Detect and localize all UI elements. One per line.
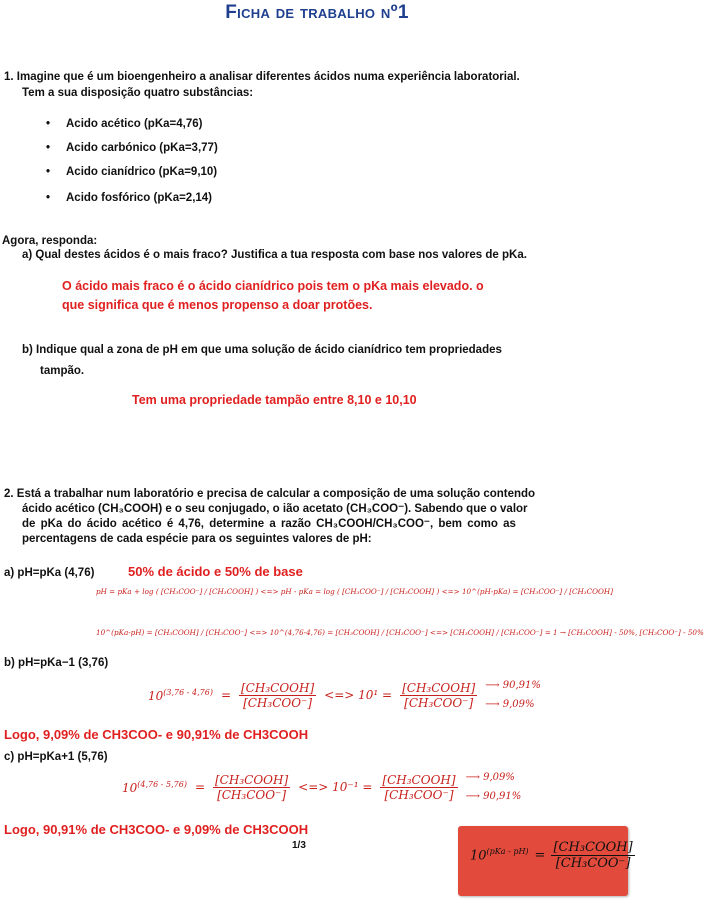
q1-intro-line1: 1. Imagine que é um bioengenheiro a analisar diferentes ácidos numa experiência laboratorial. [4, 71, 520, 83]
q1b-answer: Tem uma propriedade tampão entre 8,10 e 10,10 [132, 393, 417, 407]
q2a-work-line2: 10^(pKa-pH) = [CH₃COOH] / [CH₃COO⁻] <=> 10^(4,76-4,76) = [CH₃COOH] / [CH₃COO⁻] <=> [CH₃COOH] / [CH₃COO⁻] = 1 → [CH₃COOH] - 50%, [CH₃COO⁻] - 50% [96, 628, 704, 637]
page-title: Ficha de trabalho nº1 [225, 2, 409, 23]
q2c-work: 10$^{(4,76 - 5,76)}$ = $\frac{\text{[CH₃COOH]}}{\text{[CH₃COO⁻]}}$ <=> 10⁻¹ = $\frac{\text{[CH₃COOH]}}{\text{[CH₃COO⁻]}}$ ⟶ 9,09% ⟶ 90,91% [122, 772, 522, 802]
ratio-fraction: $\frac{\text{[CH₃COOH]}}{\text{[CH₃COO⁻]}}$ [215, 772, 289, 802]
ratio-fraction: $\frac{\text{[CH₃COOH]}}{\text{[CH₃COO⁻]}}$ [382, 772, 456, 802]
q1-prompt: Agora, responda: [2, 235, 98, 247]
q2a-label: a) pH=pKa (4,76) [4, 567, 95, 579]
acid-list-item: • Acido fosfórico (pKa=2,14) [66, 192, 212, 204]
q1a-answer-line2: que significa que é menos propenso a doar protões. [62, 298, 373, 312]
q1b-question-line1: b) Indique qual a zona de pH em que uma solução de ácido cianídrico tem propriedades [22, 344, 502, 356]
q2b-work: 10$^{(3,76 - 4,76)}$ = $\frac{\text{[CH₃COOH]}}{\text{[CH₃COO⁻]}}$ <=> 10¹ = $\frac{\text{[CH₃COOH]}}{\text{[CH₃COO⁻]}}$ ⟶ 90,91% ⟶ 9,09% [148, 680, 541, 710]
formula-note [458, 826, 633, 896]
acid-list-item: • Acido carbónico (pKa=3,77) [66, 142, 218, 154]
ratio-fraction: $\frac{\text{[CH₃COOH]}}{\text{[CH₃COO⁻]}}$ [402, 680, 476, 710]
q2-line3: de pKa do ácido acético é 4,76, determine a razão CH₃COOH/CH₃COO⁻, bem como as [22, 518, 516, 530]
acid-list-item: • Acido cianídrico (pKa=9,10) [66, 166, 217, 178]
q2a-answer: 50% de ácido e 50% de base [128, 564, 303, 579]
acid-list-item: • Acido acético (pKa=4,76) [66, 118, 202, 130]
q1b-question-line2: tampão. [40, 365, 85, 377]
power-base: 10$^{(4,76 - 5,76)}$ [122, 779, 187, 795]
q2c-conclusion: Logo, 90,91% de CH3COO- e 9,09% de CH3COOH [4, 822, 309, 837]
q2-line1: 2. Está a trabalhar num laboratório e precisa de calcular a composição de uma solução contendo [4, 488, 536, 500]
q2a-work-line1: pH = pKa + log ( [CH₃COO⁻] / [CH₃COOH] ) <=> pH - pKa = log ( [CH₃COO⁻] / [CH₃COOH] ) <=> 10^(pH-pKa) = [CH₃COO⁻] / [CH₃COOH] [96, 587, 614, 596]
note-formula: $10^{(pKa - pH)}$ = $\frac{\text{[CH₃COOH]}}{\text{[CH₃COO⁻]}}$ [470, 840, 633, 871]
q2-line2: ácido acético (CH₃COOH) e o seu conjugado, o ião acetato (CH₃COO⁻). Sabendo que o valor [22, 503, 528, 515]
ratio-fraction: $\frac{\text{[CH₃COOH]}}{\text{[CH₃COO⁻]}}$ [241, 680, 315, 710]
power-base: 10$^{(3,76 - 4,76)}$ [148, 687, 213, 703]
q2c-label: c) pH=pKa+1 (5,76) [4, 751, 108, 763]
q1a-question: a) Qual destes ácidos é o mais fraco? Justifica a tua resposta com base nos valores de pKa. [22, 249, 527, 261]
page-number: 1/3 [292, 840, 306, 851]
q2-line4: percentagens de cada espécie para os seguintes valores de pH: [22, 533, 372, 545]
q2b-label: b) pH=pKa−1 (3,76) [4, 657, 109, 669]
q1a-answer-line1: O ácido mais fraco é o ácido cianídrico pois tem o pKa mais elevado. o [62, 279, 484, 293]
q1-intro-line2: Tem a sua disposição quatro substâncias: [22, 87, 254, 99]
q2b-conclusion: Logo, 9,09% de CH3COO- e 90,91% de CH3COOH [4, 727, 309, 742]
